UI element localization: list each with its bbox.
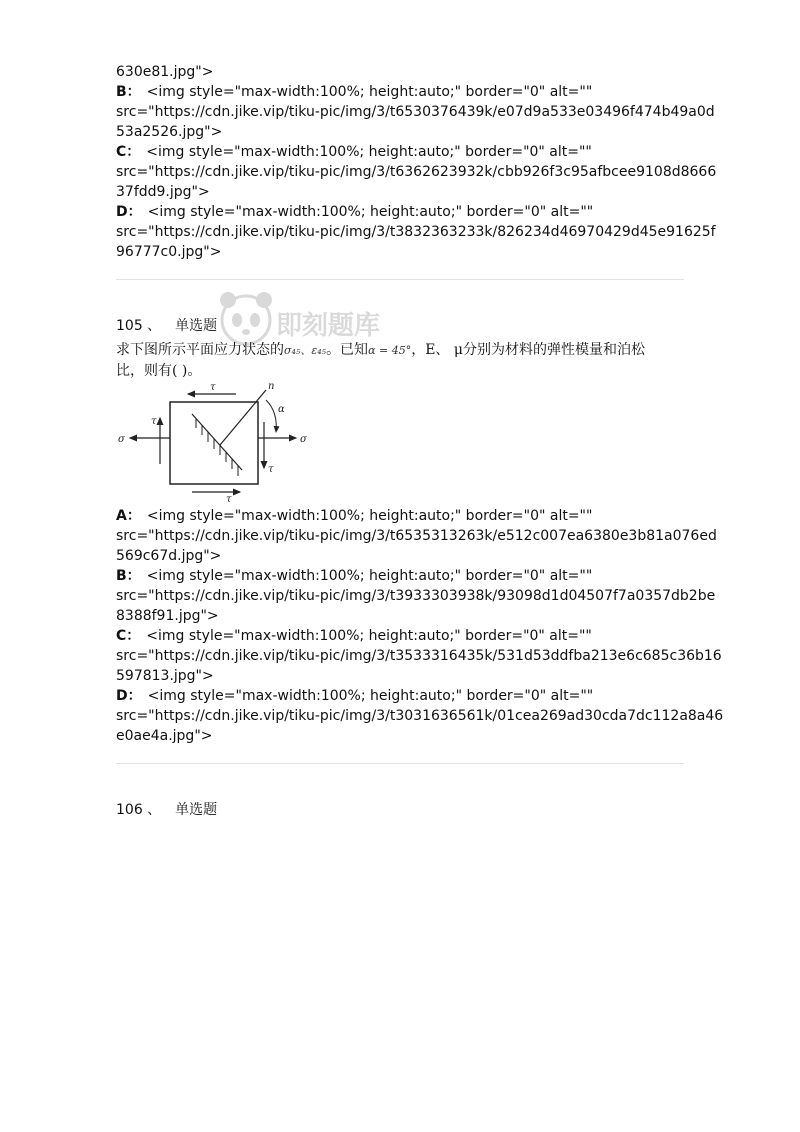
prev-option-tail: 630e81.jpg"> bbox=[116, 64, 214, 80]
prev-option-c: C： <img style="max-width:100%; height:auto;" border="0" alt="" bbox=[116, 144, 592, 160]
option-b: B： <img style="max-width:100%; height:auto;" border="0" alt="" bbox=[116, 568, 593, 584]
divider bbox=[116, 763, 684, 764]
prev-option-c-line2: src="https://cdn.jike.vip/tiku-pic/img/3/t6362623932k/cbb926f3c95afbcee9108d8666 bbox=[116, 164, 717, 180]
divider bbox=[116, 279, 684, 280]
option-d-line3: e0ae4a.jpg"> bbox=[116, 728, 213, 744]
option-a: A： <img style="max-width:100%; height:auto;" border="0" alt="" bbox=[116, 508, 593, 524]
question-number: 106 、 bbox=[116, 802, 162, 818]
question-type: 单选题 bbox=[175, 318, 218, 334]
question-106-header bbox=[116, 800, 217, 820]
prev-option-b-line3: 53a2526.jpg"> bbox=[116, 124, 223, 140]
option-c-line2: src="https://cdn.jike.vip/tiku-pic/img/3/t3533316435k/531d53ddfba213e6c685c36b16 bbox=[116, 648, 722, 664]
option-d: D： <img style="max-width:100%; height:auto;" border="0" alt="" bbox=[116, 688, 594, 704]
tau-left-label: τ bbox=[151, 416, 157, 427]
sigma-left-label: σ bbox=[118, 434, 125, 445]
prev-option-b: B： <img style="max-width:100%; height:auto;" border="0" alt="" bbox=[116, 84, 593, 100]
sigma-epsilon-symbol: σ₄₅、ε₄₅ bbox=[284, 344, 327, 357]
question-105-text: 求下图所示平面应力状态的σ₄₅、ε₄₅。已知α = 45°，E、 μ分别为材料的弹性模量和泊松 比，则有( )。 bbox=[116, 342, 645, 379]
tau-top-label: τ bbox=[210, 382, 216, 393]
question-number: 105 、 bbox=[116, 318, 162, 334]
option-b-line3: 8388f91.jpg"> bbox=[116, 608, 219, 624]
stress-state-figure bbox=[116, 380, 326, 506]
prev-option-c-line3: 37fdd9.jpg"> bbox=[116, 184, 210, 200]
question-type: 单选题 bbox=[175, 802, 218, 818]
option-a-line2: src="https://cdn.jike.vip/tiku-pic/img/3/t6535313263k/e512c007ea6380e3b81a076ed bbox=[116, 528, 717, 544]
alpha-equation: α = 45° bbox=[368, 344, 412, 357]
option-c: C： <img style="max-width:100%; height:auto;" border="0" alt="" bbox=[116, 628, 592, 644]
question-105-header bbox=[116, 316, 217, 336]
option-b-line2: src="https://cdn.jike.vip/tiku-pic/img/3/t3933303938k/93098d1d04507f7a0357db2be bbox=[116, 588, 716, 604]
prev-option-d-line2: src="https://cdn.jike.vip/tiku-pic/img/3/t3832363233k/826234d46970429d45e91625f bbox=[116, 224, 716, 240]
watermark-text: 即刻题库 bbox=[276, 311, 381, 341]
prev-option-b-line2: src="https://cdn.jike.vip/tiku-pic/img/3/t6530376439k/e07d9a533e03496f474b49a0d bbox=[116, 104, 715, 120]
option-a-line3: 569c67d.jpg"> bbox=[116, 548, 222, 564]
normal-label: n bbox=[268, 381, 275, 392]
tau-right-label: τ bbox=[268, 464, 274, 475]
option-d-line2: src="https://cdn.jike.vip/tiku-pic/img/3/t3031636561k/01cea269ad30cda7dc112a8a46 bbox=[116, 708, 724, 724]
prev-option-d-line3: 96777c0.jpg"> bbox=[116, 244, 222, 260]
alpha-label: α bbox=[278, 404, 285, 415]
tau-bottom-label: τ bbox=[226, 494, 232, 502]
sigma-right-label: σ bbox=[300, 434, 307, 445]
option-c-line3: 597813.jpg"> bbox=[116, 668, 214, 684]
stress-diagram bbox=[116, 380, 326, 502]
prev-option-d: D： <img style="max-width:100%; height:auto;" border="0" alt="" bbox=[116, 204, 594, 220]
